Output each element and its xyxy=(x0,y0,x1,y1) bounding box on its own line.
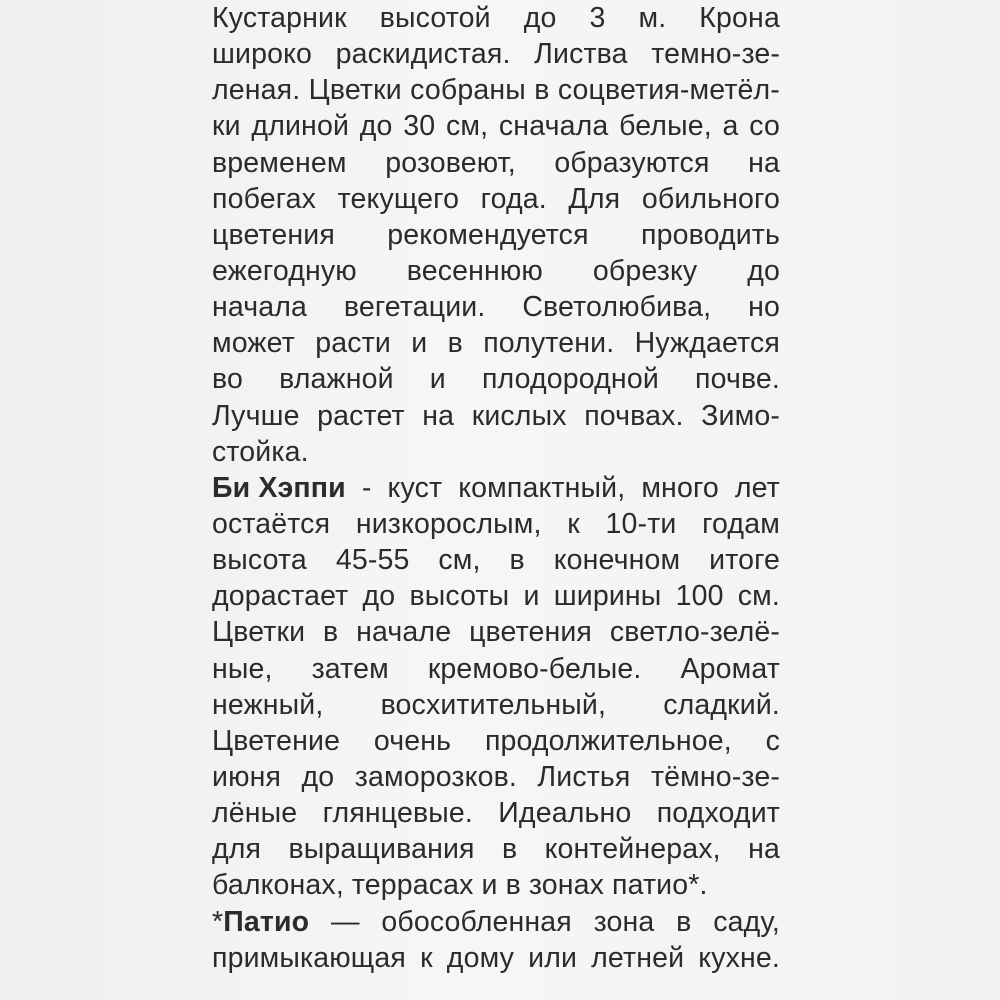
word: выращивания xyxy=(288,833,475,866)
word: на xyxy=(422,399,455,432)
word: в xyxy=(509,544,525,577)
word: временем xyxy=(212,146,347,179)
text-line xyxy=(212,325,780,361)
word: ежегодную xyxy=(212,254,357,287)
word: итоге xyxy=(709,544,780,577)
word: Аромат xyxy=(680,652,780,685)
word: продолжительное, xyxy=(484,724,732,757)
word: для xyxy=(212,833,262,866)
word: зонах xyxy=(528,869,605,902)
text-line xyxy=(212,253,780,289)
word: рекомендуется xyxy=(387,218,589,251)
word: начале xyxy=(356,616,452,649)
word: ные, xyxy=(212,652,273,685)
word: Листва xyxy=(534,38,628,71)
word: цветения xyxy=(469,616,593,649)
text-line xyxy=(212,723,780,759)
word: Цветки xyxy=(308,74,402,107)
word: 45-55 xyxy=(335,544,410,577)
text-line xyxy=(212,0,780,36)
word: кухне. xyxy=(698,941,780,974)
word: соцветия-метёл- xyxy=(557,74,780,107)
word: кислых xyxy=(471,399,567,432)
text-line xyxy=(212,867,780,903)
text-line xyxy=(212,36,780,72)
word: затем xyxy=(311,652,389,685)
word: до xyxy=(747,254,780,287)
text-line xyxy=(212,795,780,831)
text-line xyxy=(212,361,780,397)
word: раскидистая. xyxy=(335,38,511,71)
word: кремово-белые. xyxy=(427,652,642,685)
text-line xyxy=(212,651,780,687)
word: летней xyxy=(591,941,685,974)
text-line xyxy=(212,831,780,867)
word: начала xyxy=(212,291,308,324)
word: обособленная xyxy=(381,905,572,938)
word: со xyxy=(749,110,780,143)
word: с xyxy=(765,724,780,757)
word: леная. xyxy=(212,74,301,107)
text-line xyxy=(212,289,780,325)
word: балконах, xyxy=(212,869,344,902)
text-line xyxy=(212,108,780,144)
word: почвах. xyxy=(584,399,684,432)
word: в xyxy=(501,833,518,866)
word: ширины xyxy=(553,580,662,613)
word: куст xyxy=(387,471,443,504)
text-line xyxy=(212,904,780,940)
word: зона xyxy=(593,905,655,938)
word: Крона xyxy=(699,2,780,34)
word: стойка. xyxy=(212,435,309,468)
word: обильного xyxy=(641,182,780,215)
word: растет xyxy=(317,399,405,432)
word: влажной xyxy=(279,363,394,396)
text-line xyxy=(212,217,780,253)
word: на xyxy=(748,833,780,866)
word: июня xyxy=(212,760,282,793)
word: см. xyxy=(737,580,780,613)
word: низкорослым, xyxy=(355,507,542,540)
word: и xyxy=(523,580,540,613)
text-line xyxy=(212,940,780,976)
word: сначала xyxy=(498,110,609,143)
word: Светолюбива, xyxy=(522,291,712,324)
word: высоты xyxy=(409,580,510,613)
word: Цветение xyxy=(212,724,341,757)
text-line xyxy=(212,506,780,542)
word: к xyxy=(420,941,433,974)
word: Нуждается xyxy=(634,327,780,360)
bold-term: Би Хэппи xyxy=(212,471,346,504)
word: до xyxy=(362,580,396,613)
word: может xyxy=(212,327,295,360)
text-line xyxy=(212,470,780,506)
word: ки xyxy=(212,110,241,143)
text-line xyxy=(212,434,780,470)
word: заморозков. xyxy=(354,760,517,793)
word: образуются xyxy=(554,146,710,179)
word: 3 xyxy=(589,2,606,34)
word: лёные xyxy=(212,797,298,830)
word: широко xyxy=(212,38,313,71)
word: Для xyxy=(568,182,621,215)
word: почве. xyxy=(694,363,780,396)
word: Лучше xyxy=(212,399,300,432)
word: длиной xyxy=(251,110,350,143)
word: собраны xyxy=(410,74,526,107)
word: контейнерах, xyxy=(544,833,721,866)
text-line xyxy=(212,542,780,578)
word: тёмно-зе- xyxy=(650,760,780,793)
word: полутени. xyxy=(483,327,615,360)
word: террасах xyxy=(351,869,474,902)
word: остаётся xyxy=(212,507,331,540)
word: расти xyxy=(315,327,391,360)
word: примыкающая xyxy=(212,941,406,974)
word: цветения xyxy=(212,218,335,251)
word: см, xyxy=(445,110,489,143)
word: весеннюю xyxy=(406,254,543,287)
word: Кустарник xyxy=(212,2,347,34)
word: 30 xyxy=(403,110,436,143)
word: в xyxy=(323,616,339,649)
word: восхитительный, xyxy=(380,688,607,721)
word: * xyxy=(212,905,224,938)
word: до xyxy=(301,760,335,793)
word: но xyxy=(748,291,780,324)
text-line xyxy=(212,614,780,650)
text-line xyxy=(212,145,780,181)
word: обрезку xyxy=(592,254,698,287)
word: на xyxy=(748,146,780,179)
text-line xyxy=(212,72,780,108)
word: сладкий. xyxy=(663,688,780,721)
word: до xyxy=(523,2,557,34)
word: Листья xyxy=(537,760,631,793)
word: плодородной xyxy=(481,363,659,396)
word: высотой xyxy=(379,2,491,34)
word: белые, xyxy=(619,110,712,143)
word: в xyxy=(505,869,521,902)
word: глянцевые. xyxy=(322,797,473,830)
word: очень xyxy=(373,724,452,757)
text-line xyxy=(212,578,780,614)
word: нежный, xyxy=(212,688,324,721)
word: лет xyxy=(734,471,780,504)
word: проводить xyxy=(641,218,780,251)
word: 100 xyxy=(675,580,724,613)
word: - xyxy=(361,471,372,504)
word: в xyxy=(534,74,550,107)
word: в xyxy=(447,327,463,360)
word: см, xyxy=(438,544,481,577)
text-line xyxy=(212,181,780,217)
word: светло-зелё- xyxy=(609,616,780,649)
word: Зимо- xyxy=(701,399,780,432)
word: и xyxy=(411,327,428,360)
word: побегах xyxy=(212,182,317,215)
word: розовеют, xyxy=(385,146,516,179)
word: текущего xyxy=(337,182,460,215)
word: вегетации. xyxy=(343,291,486,324)
word: и xyxy=(481,869,498,902)
word: темно-зе- xyxy=(651,38,780,71)
word: патио*. xyxy=(612,869,708,902)
word: дорастает xyxy=(212,580,349,613)
text-line xyxy=(212,687,780,723)
word: м. xyxy=(638,2,667,34)
word: года. xyxy=(480,182,547,215)
word: а xyxy=(722,110,739,143)
footnote-term xyxy=(212,904,309,940)
word: высота xyxy=(212,544,307,577)
word: до xyxy=(359,110,393,143)
text-line xyxy=(212,398,780,434)
word: много xyxy=(641,471,719,504)
word: годам xyxy=(702,507,780,540)
text-line xyxy=(212,759,780,795)
word: подходит xyxy=(656,797,780,830)
word: компактный, xyxy=(458,471,626,504)
word: к xyxy=(567,507,580,540)
word: — xyxy=(330,905,360,938)
word: или xyxy=(528,941,578,974)
word: и xyxy=(429,363,446,396)
word: Идеально xyxy=(498,797,632,830)
word: 10-ти xyxy=(605,507,677,540)
word: саду, xyxy=(713,905,780,938)
word: дому xyxy=(446,941,515,974)
word: в xyxy=(676,905,692,938)
word: конечном xyxy=(553,544,681,577)
description-text xyxy=(212,0,780,976)
bold-term: Патио xyxy=(223,905,310,938)
word: во xyxy=(212,363,243,396)
word: Цветки xyxy=(212,616,306,649)
